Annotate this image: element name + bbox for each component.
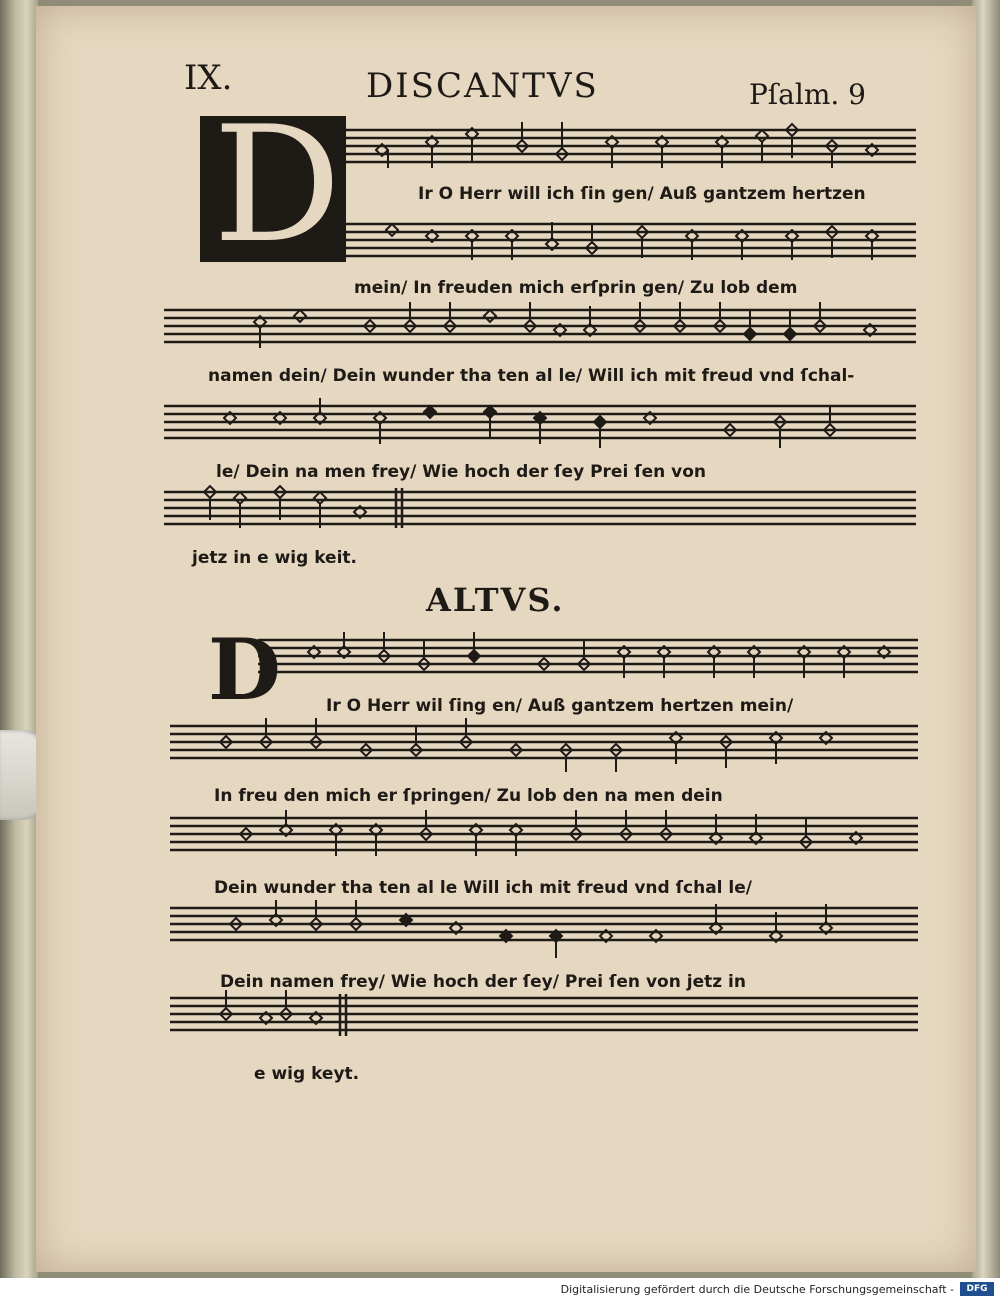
lyric-line: mein/ In freuden mich erſprin gen/ Zu lob dem — [354, 278, 798, 298]
altus-staff-2 — [170, 718, 918, 772]
music-staff-4 — [164, 398, 916, 448]
decorated-initial — [200, 91, 346, 278]
altus-staff-5 — [170, 990, 918, 1048]
altus-staff-1 — [258, 632, 918, 682]
book-spine — [0, 0, 38, 1278]
voice-title-discantus: DISCANTVS — [366, 66, 599, 106]
lyric-line: namen dein/ Dein wunder tha ten al le/ Will ich mit freud vnd ſchal- — [208, 366, 855, 386]
music-staff-2 — [336, 216, 916, 262]
lyric-line: e wig keyt. — [254, 1064, 360, 1084]
footer-credit-text: Digitalisierung gefördert durch die Deutsche Forschungsgemeinschaft - — [560, 1283, 954, 1296]
page — [36, 6, 976, 1272]
music-staff-5 — [164, 484, 916, 534]
lyric-line: Ir O Herr wil ſing en/ Auß gantzem hertzen mein/ — [326, 696, 794, 716]
folio-number: IX. — [184, 58, 233, 98]
music-staff-1 — [336, 122, 916, 168]
lyric-line: In freu den mich er ſpringen/ Zu lob den na men dein — [214, 786, 723, 806]
initial-letter: D — [213, 91, 342, 278]
voice-title-altus: ALTVS. — [426, 581, 565, 619]
lyric-line: le/ Dein na men frey/ Wie hoch der ſey Prei ſen von — [216, 462, 707, 482]
lyric-line: jetz in e wig keit. — [192, 548, 358, 568]
footer-credit-bar — [0, 1278, 1000, 1301]
lyric-line: Dein wunder tha ten al le Will ich mit freud vnd ſchal le/ — [214, 878, 752, 898]
dfg-logo: DFG — [960, 1282, 994, 1296]
psalm-number: Pſalm. 9 — [748, 78, 866, 111]
altus-staff-4 — [170, 900, 918, 958]
altus-initial: D — [208, 620, 281, 719]
music-staff-3 — [164, 302, 916, 352]
altus-staff-3 — [170, 810, 918, 864]
book-edge — [972, 0, 1000, 1278]
lyric-line: Dein namen frey/ Wie hoch der ſey/ Prei ſen von jetz in — [220, 972, 746, 992]
lyric-line: Ir O Herr will ich ſin gen/ Auß gantzem hertzen — [418, 184, 866, 204]
